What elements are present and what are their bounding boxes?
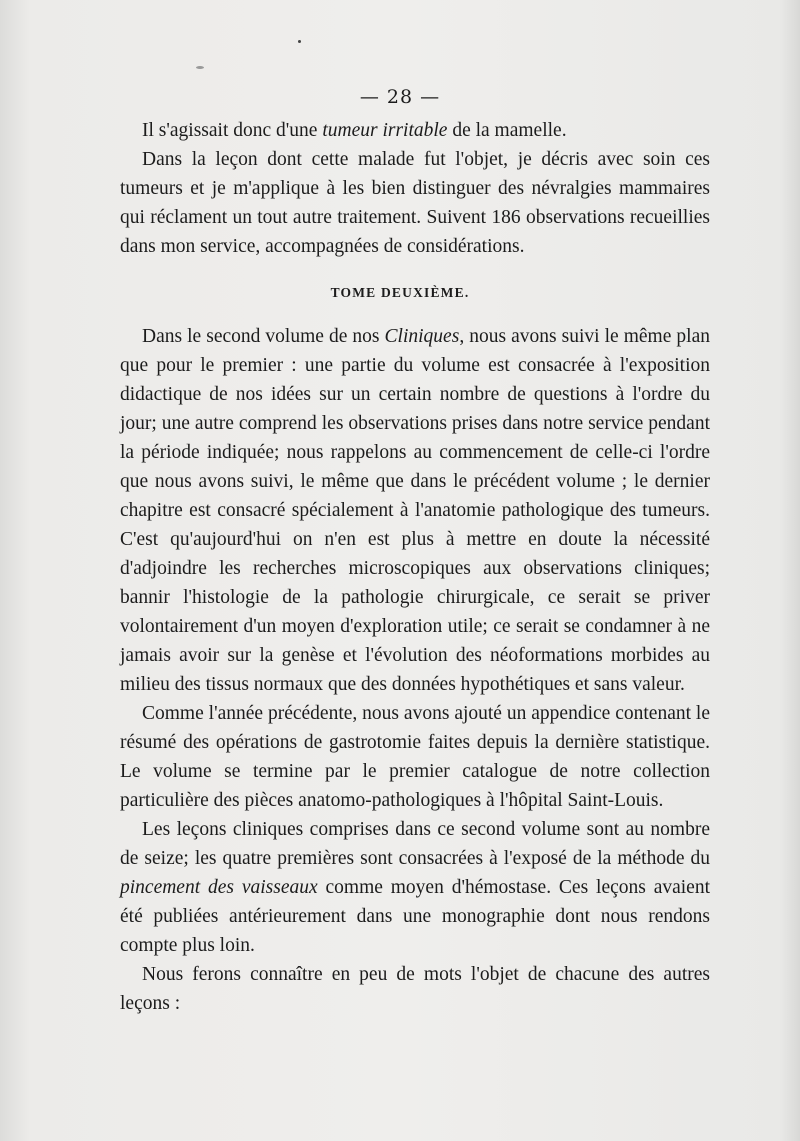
italic-term: Cliniques	[384, 326, 460, 347]
scan-speck	[298, 40, 301, 43]
paragraph: Dans la leçon dont cette malade fut l'objet, je décris avec soin ces tumeurs et je m'applique à les bien distinguer des névralgies mammaires qui réclament un tout autre traitement. Suivent 186 observations recueillies dans mon service, accompagnées de considérations.	[120, 149, 710, 257]
italic-term: pincement des vaisseaux	[120, 877, 318, 898]
paragraph: Il s'agissait donc d'une tumeur irritable de la mamelle.	[142, 120, 567, 141]
intro-text	[120, 116, 710, 261]
paragraph: Comme l'année précédente, nous avons ajouté un appendice contenant le résumé des opérations de gastrotomie faites depuis la dernière statistique. Le volume se termine par le premier catalogue de notre collection particulière des pièces anatomo-pathologiques à l'hôpital Saint-Louis.	[120, 703, 710, 811]
paragraph: Nous ferons connaître en peu de mots l'objet de chacune des autres leçons :	[120, 964, 710, 1014]
body-text	[120, 322, 710, 1018]
page-number: — 28 —	[359, 86, 441, 108]
paragraph: Les leçons cliniques comprises dans ce second volume sont au nombre de seize; les quatre premières sont consacrées à l'exposé de la méthode du pincement des vaisseaux comme moyen d'hémostase. Ces leçons avaient été publiées antérieurement dans une monographie dont nous rendons compte plus loin.	[120, 819, 711, 956]
scan-speck	[196, 66, 204, 69]
paragraph: Dans le second volume de nos Cliniques, nous avons suivi le même plan que pour le premier : une partie du volume est consacrée à l'exposition didactique de nos idées sur un certain nombre de questions à l'ordre du jour; une autre comprend les observations prises dans notre service pendant la période indiquée; nous rappelons au commencement de celle-ci l'ordre que nous avons suivi, le même que dans le précédent volume ; le dernier chapitre est consacré spécialement à l'anatomie pathologique des tumeurs. C'est qu'aujourd'hui on n'en est plus à mettre en doute la nécessité d'adjoindre les recherches microscopiques aux observations cliniques; bannir l'histologie de la pathologie chirurgicale, ce serait se priver volontairement d'un moyen d'exploration utile; ce serait se condamner à ne jamais avoir sur la genèse et l'évolution des néoformations morbides au milieu des tissus normaux que des données hypothétiques et sans valeur.	[120, 326, 710, 695]
section-heading: TOME DEUXIÈME.	[330, 285, 470, 300]
italic-term: tumeur irritable	[322, 120, 448, 141]
